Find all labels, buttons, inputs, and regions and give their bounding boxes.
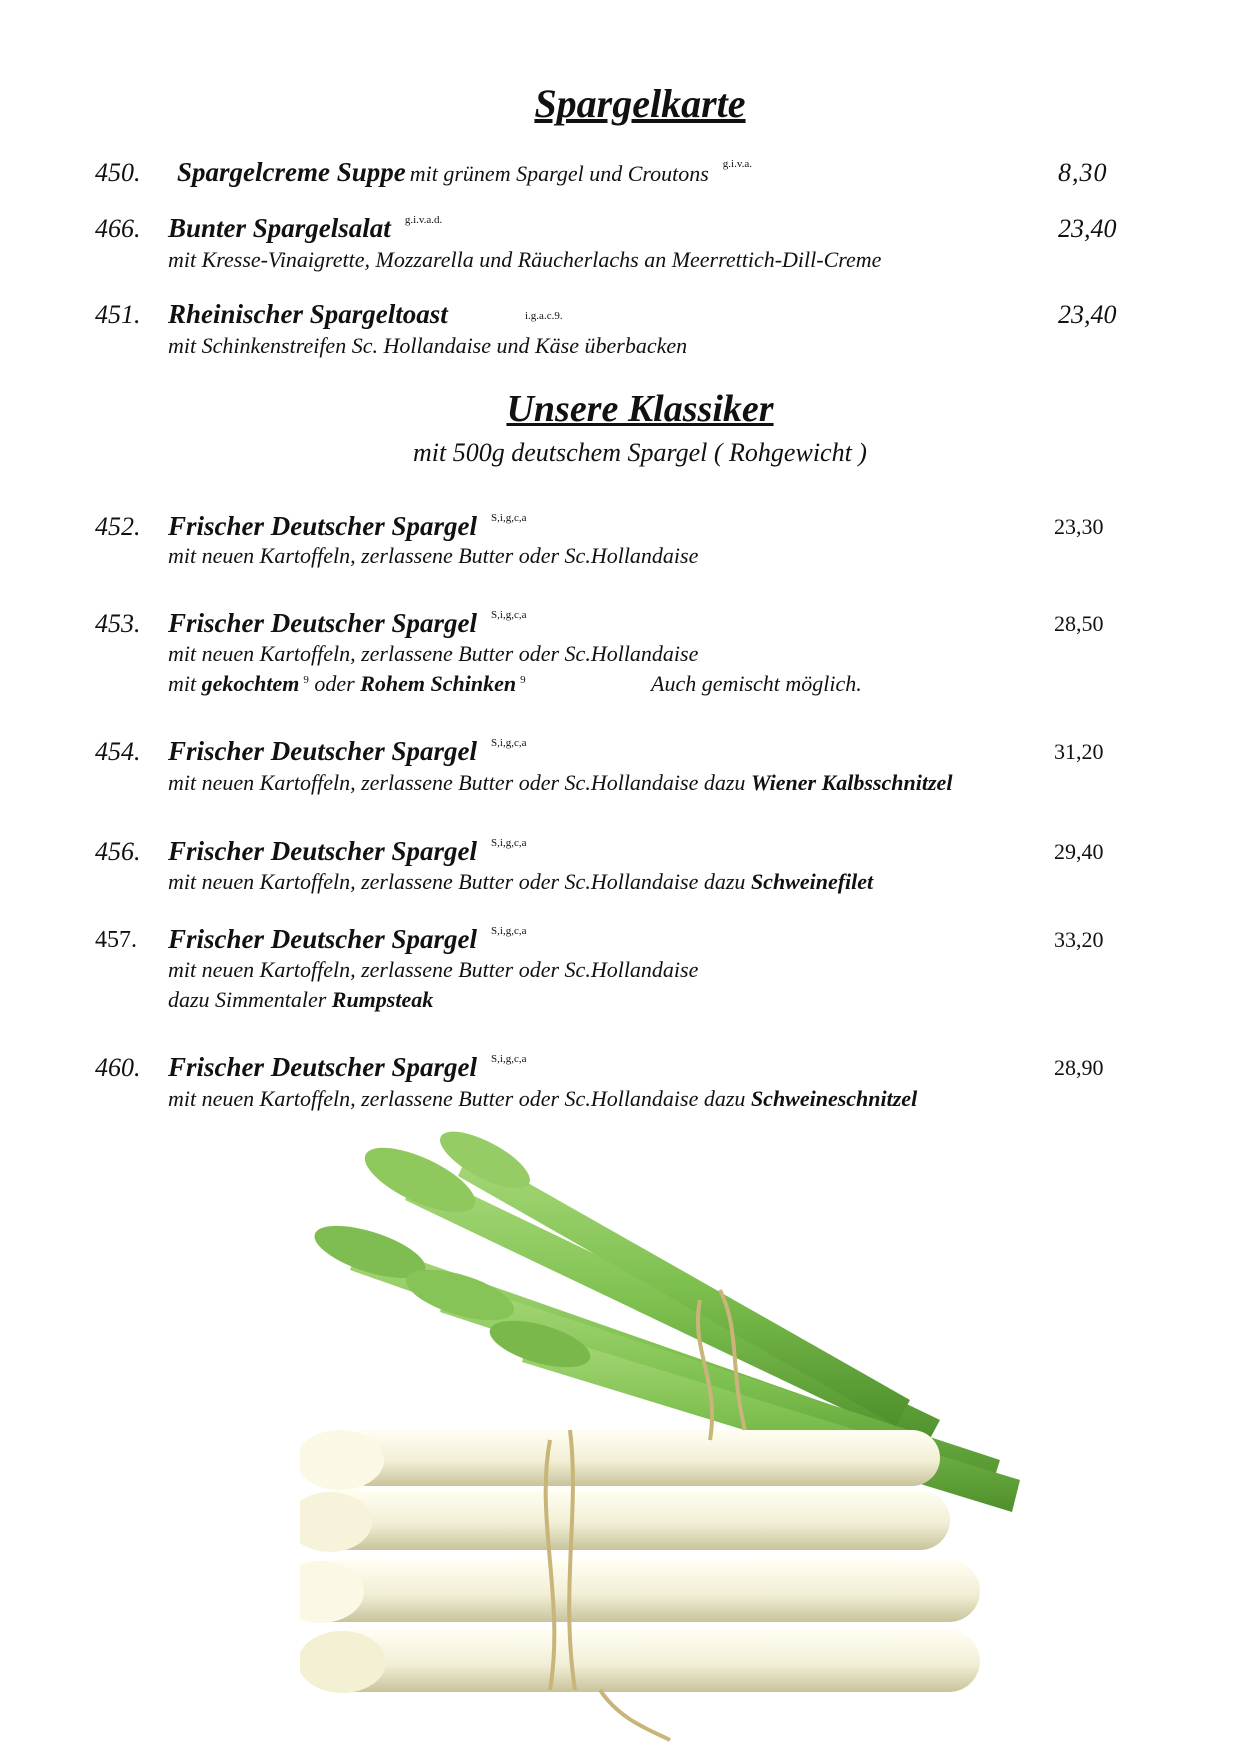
item-number: 450. <box>95 158 141 187</box>
item-number: 451. <box>95 300 141 329</box>
item-inline-desc: mit grünem Spargel und Croutons <box>409 161 709 186</box>
item-number: 466. <box>95 214 141 243</box>
item-number: 460. <box>95 1053 141 1082</box>
item-description-line2: dazu Simmentaler Rumpsteak <box>168 987 434 1012</box>
item-note: Auch gemischt möglich. <box>651 671 862 696</box>
white-asparagus-bundle <box>300 1430 980 1693</box>
item-price: 23,30 <box>1054 514 1104 539</box>
item-number: 452. <box>95 512 141 541</box>
allergen-codes: i.g.a.c.9. <box>525 310 563 322</box>
allergen-codes: S,i,g,c,a <box>491 1053 527 1065</box>
item-description: mit Kresse-Vinaigrette, Mozzarella und Räucherlachs an Meerrettich-Dill-Creme <box>168 247 882 272</box>
item-name: Frischer Deutscher Spargel <box>168 608 478 638</box>
item-description-line2: mit gekochtem $^9$ oder Rohem Schinken $^9$ <box>168 671 526 696</box>
item-side-dish: Schweineschnitzel <box>750 1086 918 1111</box>
allergen-codes: g.i.v.a. <box>722 158 753 170</box>
item-name: Rheinischer Spargeltoast <box>168 299 448 329</box>
item-description: mit neuen Kartoffeln, zerlassene Butter oder Sc.Hollandaise dazu Wiener Kalbsschnitzel <box>168 770 953 795</box>
item-price: 28,90 <box>1054 1055 1104 1080</box>
item-name: Frischer Deutscher Spargel <box>168 924 478 954</box>
item-description: mit neuen Kartoffeln, zerlassene Butter oder Sc.Hollandaise <box>168 543 699 568</box>
item-description: mit neuen Kartoffeln, zerlassene Butter oder Sc.Hollandaise <box>168 957 699 982</box>
item-price: 23,40 <box>1058 214 1117 243</box>
item-side-dish: Schweinefilet <box>750 869 874 894</box>
allergen-codes: S,i,g,c,a <box>491 925 527 937</box>
allergen-codes: S,i,g,c,a <box>491 512 527 524</box>
item-description: mit neuen Kartoffeln, zerlassene Butter oder Sc.Hollandaise dazu Schweinefilet <box>168 869 874 894</box>
allergen-codes: S,i,g,c,a <box>491 609 527 621</box>
item-name: Frischer Deutscher Spargel <box>168 736 478 766</box>
allergen-code: 9 <box>520 674 526 686</box>
item-price: 8,30 <box>1058 158 1108 187</box>
item-side-dish: Wiener Kalbsschnitzel <box>750 770 953 795</box>
item-side-dish: Rumpsteak <box>331 987 434 1012</box>
allergen-code: 9 <box>303 674 309 686</box>
item-description: mit neuen Kartoffeln, zerlassene Butter oder Sc.Hollandaise dazu Schweineschnitzel <box>168 1086 918 1111</box>
item-name: Spargelcreme Suppe <box>177 157 406 187</box>
item-price: 31,20 <box>1054 739 1104 764</box>
allergen-codes: g.i.v.a.d. <box>404 214 443 226</box>
item-name: Bunter Spargelsalat <box>168 213 391 243</box>
item-number: 454. <box>95 737 141 766</box>
item-name: Frischer Deutscher Spargel <box>168 511 478 541</box>
item-name: Frischer Deutscher Spargel <box>168 836 478 866</box>
asparagus-illustration <box>300 1130 1080 1750</box>
item-price: 28,50 <box>1054 611 1104 636</box>
allergen-codes: S,i,g,c,a <box>491 837 527 849</box>
bold-option: Rohem Schinken <box>360 671 517 696</box>
item-name: Frischer Deutscher Spargel <box>168 1052 478 1082</box>
item-description: mit Schinkenstreifen Sc. Hollandaise und Käse überbacken <box>168 333 688 358</box>
item-price: 23,40 <box>1058 300 1117 329</box>
item-number: 456. <box>95 837 141 866</box>
page-title: Spargelkarte <box>534 81 746 126</box>
allergen-codes: S,i,g,c,a <box>491 737 527 749</box>
section-subtitle: mit 500g deutschem Spargel ( Rohgewicht ) <box>413 438 867 467</box>
section-title: Unsere Klassiker <box>506 388 774 430</box>
item-price: 33,20 <box>1054 927 1104 952</box>
bold-option: gekochtem <box>201 671 300 696</box>
item-number: 457. <box>95 927 137 953</box>
item-description: mit neuen Kartoffeln, zerlassene Butter oder Sc.Hollandaise <box>168 641 699 666</box>
item-number: 453. <box>95 609 141 638</box>
item-price: 29,40 <box>1054 839 1104 864</box>
